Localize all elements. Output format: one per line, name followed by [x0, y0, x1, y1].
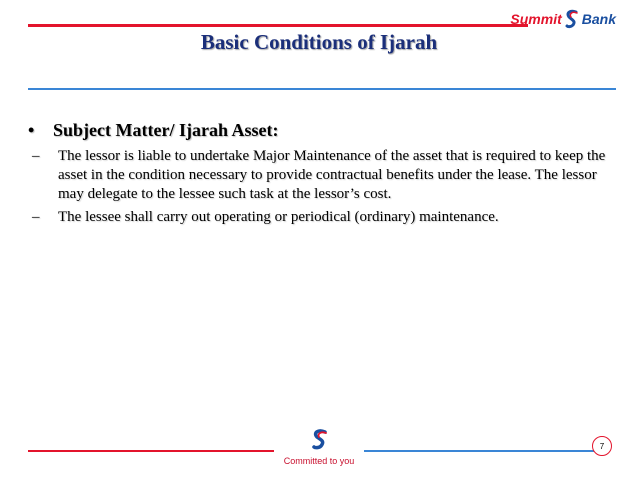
title-underline-rule [28, 88, 616, 90]
header-red-rule [28, 24, 528, 27]
sub-bullet-list [28, 147, 613, 227]
bullet-text: Subject Matter/ Ijarah Asset: [53, 120, 279, 140]
summit-s-logo-icon [310, 428, 330, 450]
summit-bank-logo [510, 8, 616, 30]
slide-content [28, 120, 613, 231]
bullet-item [28, 120, 613, 141]
sub-bullet-item [28, 147, 613, 204]
slide-title: Basic Conditions of Ijarah [200, 30, 438, 54]
footer-red-rule [28, 450, 274, 452]
dash-marker-icon: – [32, 209, 40, 225]
footer-blue-rule [364, 450, 594, 452]
logo-word-summit: Summit [510, 11, 562, 27]
logo-word-bank: Bank [581, 11, 616, 27]
summit-s-logo-icon [564, 9, 580, 29]
dash-marker-icon: – [32, 148, 40, 164]
page-number-badge: 7 [592, 436, 612, 456]
footer-tagline: Committed to you [283, 456, 355, 466]
sub-bullet-item [28, 208, 613, 227]
bullet-dot-icon: • [28, 120, 35, 140]
sub-bullet-text: The lessor is liable to undertake Major Maintenance of the asset that is required to keep the asset in the condition necessary to provide contractual benefits under the lease. The lessor may delegate to the lessee such task at the lessor’s cost. [58, 148, 606, 202]
sub-bullet-text: The lessee shall carry out operating or periodical (ordinary) maintenance. [58, 209, 499, 225]
